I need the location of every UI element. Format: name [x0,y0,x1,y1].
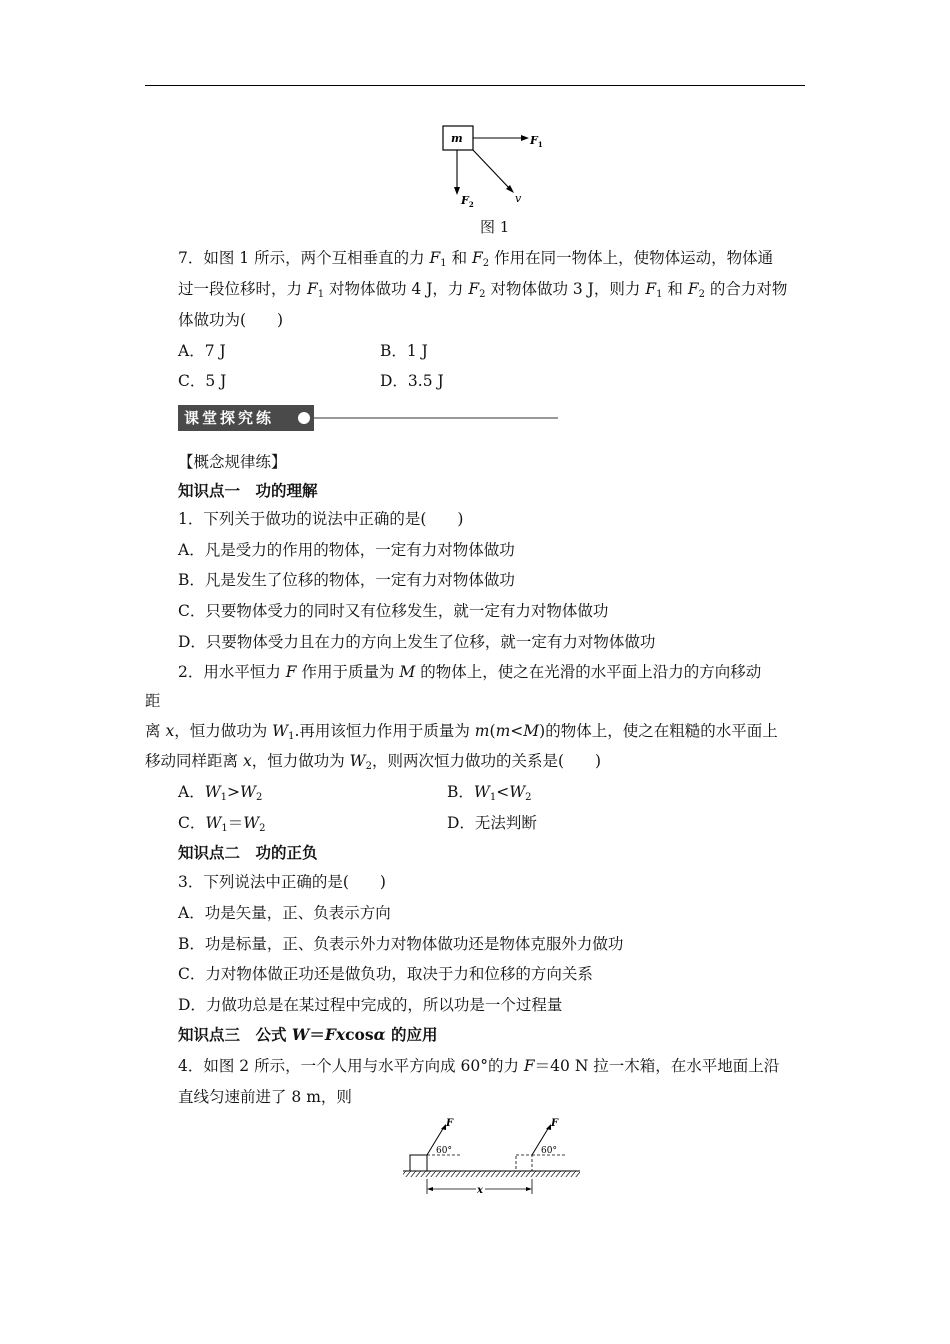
v-label: v [515,192,522,205]
q3-option-c: C．力对物体做正功还是做负功，取决于力和位移的方向关系 [178,965,593,983]
q3-option-d: D．力做功总是在某过程中完成的，所以功是一个过程量 [178,996,563,1014]
figure-2 [400,1112,590,1202]
angle-label-2: 60° [541,1146,557,1156]
figure-1-caption: 图 1 [480,218,510,236]
ground-hatch [403,1171,580,1177]
angle-label-1: 60° [436,1146,452,1156]
q2-option-c: C．$W_1=W_2$ [178,814,266,834]
q3-stem: 3．下列说法中正确的是( ) [178,873,386,891]
q2-line-2: 距 [145,692,161,710]
header-rule [145,85,805,86]
banner-dot-icon [298,412,310,424]
box-start [410,1155,427,1171]
q7-option-c: C．5 J [178,372,227,390]
displacement-label: x [477,1185,483,1196]
section-banner [178,405,558,431]
q7-line-1: 7．如图 1 所示，两个互相垂直的力 $F_1$ 和 $F_2$ 作用在同一物体上，使物体运动，物体通 [178,249,774,269]
q1-option-d: D．只要物体受力且在力的方向上发生了位移，就一定有力对物体做功 [178,633,656,651]
f2-label: $F_2$ [461,194,474,209]
q7-option-d: D．3.5 J [380,372,444,390]
force-label-1: F [446,1118,454,1129]
q7-line-3: 体做功为( ) [178,311,284,329]
knowledge-point-1: 知识点一 功的理解 [178,481,318,500]
q1-option-b: B．凡是发生了位移的物体，一定有力对物体做功 [178,571,515,589]
f1-label: $F_1$ [530,134,543,149]
q2-option-b: B．$W_1<W_2$ [447,783,532,803]
knowledge-point-3: 知识点三 公式 W＝Fxcosα 的应用 [178,1025,438,1044]
q4-line-1: 4．如图 2 所示，一个人用与水平方向成 60°的力 F＝40 N 拉一木箱，在水平地面上沿 [178,1057,780,1075]
figure-1 [425,118,555,218]
q2-line-3: 离 x，恒力做功为 $W_1$.再用该恒力作用于质量为 m(m<M)的物体上，使之在粗糙的水平面上 [145,722,778,742]
q2-option-d: D．无法判断 [447,814,537,832]
q1-option-a: A．凡是受力的作用的物体，一定有力对物体做功 [178,541,515,559]
section-label: 【概念规律练】 [178,453,287,471]
banner-title: 课堂探究练 [184,409,275,427]
q2-line-4: 移动同样距离 x，恒力做功为 $W_2$，则两次恒力做功的关系是( ) [145,752,602,772]
q3-option-b: B．功是标量，正、负表示外力对物体做功还是物体克服外力做功 [178,935,624,953]
q4-line-2: 直线匀速前进了 8 m，则 [178,1088,352,1106]
force-label-2: F [551,1118,559,1129]
q2-option-a: A．$W_1>W_2$ [178,783,263,803]
q7-option-b: B．1 J [380,342,428,360]
mass-label: m [451,132,463,145]
box-end [516,1155,532,1171]
q1-stem: 1．下列关于做功的说法中正确的是( ) [178,510,464,528]
q7-option-a: A．7 J [178,342,226,360]
q7-line-2: 过一段位移时，力 $F_1$ 对物体做功 4 J，力 $F_2$ 对物体做功 3 J，则力 $F_1$ 和 $F_2$ 的合力对物 [178,280,788,300]
v-arrow [473,150,510,189]
knowledge-point-2: 知识点二 功的正负 [178,843,318,862]
q1-option-c: C．只要物体受力的同时又有位移发生，就一定有力对物体做功 [178,602,609,620]
q2-line-1: 2．用水平恒力 F 作用于质量为 M 的物体上，使之在光滑的水平面上沿力的方向移动 [178,663,762,681]
q3-option-a: A．功是矢量，正、负表示方向 [178,904,391,922]
